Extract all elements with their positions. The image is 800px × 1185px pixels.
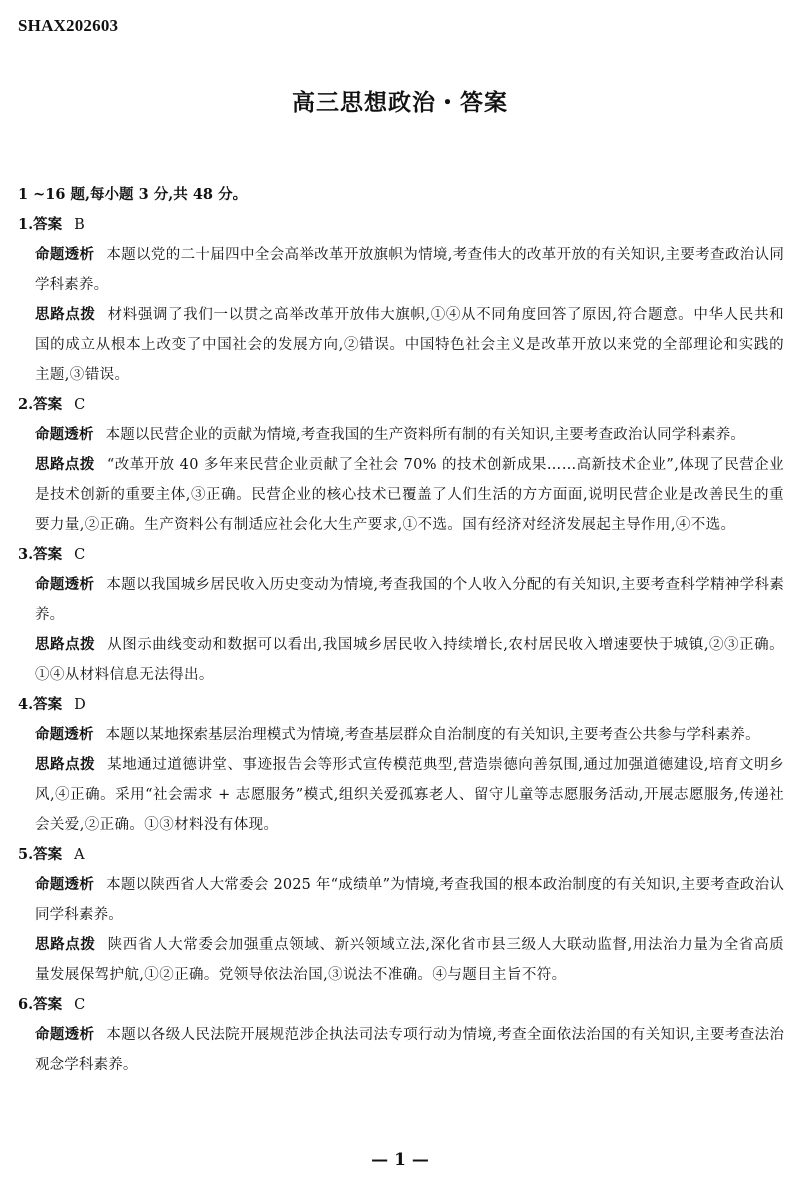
- question-number: 2.: [18, 396, 34, 413]
- hint-label: 思路点拨: [35, 456, 95, 473]
- analysis-paragraph: [18, 240, 784, 300]
- hint-text: 材料强调了我们一以贯之高举改革开放伟大旗帜,①④从不同角度回答了原因,符合题意。中华人民共和国的成立从根本上改变了中国社会的发展方向,②错误。中国特色社会主义是改革开放以来党的全部理论和实践的主题,③错误。: [35, 307, 784, 383]
- analysis-text: 本题以某地探索基层治理模式为情境,考查基层群众自治制度的有关知识,主要考查公共参与学科素养。: [105, 727, 760, 743]
- answer-value: C: [74, 997, 86, 1013]
- document-code: SHAX202603: [18, 16, 119, 35]
- answer-label: 答案: [33, 696, 63, 713]
- question-number: 1.: [18, 216, 34, 233]
- hint-label: 思路点拨: [35, 756, 96, 773]
- analysis-paragraph: [18, 720, 784, 750]
- answer-content: [18, 180, 784, 1080]
- answer-label: 答案: [33, 396, 63, 413]
- answer-value: D: [74, 697, 86, 713]
- answer-label: 答案: [33, 546, 63, 563]
- section-intro: 1 ~16 题,每小题 3 分,共 48 分。: [18, 186, 248, 203]
- hint-label: 思路点拨: [35, 306, 96, 323]
- analysis-paragraph: [18, 570, 784, 630]
- analysis-paragraph: [18, 420, 784, 450]
- analysis-label: 命题透析: [35, 726, 94, 743]
- analysis-text: 本题以陕西省人大常委会 2025 年“成绩单”为情境,考查我国的根本政治制度的有关知识,主要考查政治认同学科素养。: [35, 877, 784, 923]
- analysis-text: 本题以各级人民法院开展规范涉企执法司法专项行动为情境,考查全面依法治国的有关知识,主要考查法治观念学科素养。: [35, 1027, 784, 1073]
- analysis-label: 命题透析: [35, 876, 95, 893]
- analysis-text: 本题以我国城乡居民收入历史变动为情境,考查我国的个人收入分配的有关知识,主要考查科学精神学科素养。: [35, 577, 784, 623]
- answer-value: B: [74, 217, 85, 233]
- analysis-label: 命题透析: [35, 576, 95, 593]
- analysis-text: 本题以党的二十届四中全会高举改革开放旗帜为情境,考查伟大的改革开放的有关知识,主要考查政治认同学科素养。: [35, 247, 784, 293]
- question-answer-line: [18, 390, 784, 420]
- question-number: 4.: [18, 696, 34, 713]
- analysis-paragraph: [18, 870, 784, 930]
- hint-paragraph: [18, 300, 784, 390]
- hint-paragraph: [18, 930, 784, 990]
- page-number: — 1 —: [371, 1150, 429, 1170]
- hint-paragraph: [18, 630, 784, 690]
- answer-label: 答案: [33, 216, 63, 233]
- hint-paragraph: [18, 450, 784, 540]
- analysis-text: 本题以民营企业的贡献为情境,考查我国的生产资料所有制的有关知识,主要考查政治认同学科素养。: [105, 427, 746, 443]
- question-answer-line: [18, 210, 784, 240]
- question-list: [18, 210, 784, 1080]
- question-number: 6.: [18, 996, 34, 1013]
- answer-label: 答案: [33, 846, 63, 863]
- hint-paragraph: [18, 750, 784, 840]
- question-answer-line: [18, 540, 784, 570]
- question-answer-line: [18, 990, 784, 1020]
- analysis-label: 命题透析: [35, 246, 95, 263]
- hint-text: 陕西省人大常委会加强重点领域、新兴领域立法,深化省市县三级人大联动监督,用法治力量为全省高质量发展保驾护航,①②正确。党领导依法治国,③说法不准确。④与题目主旨不符。: [35, 937, 784, 983]
- hint-text: “改革开放 40 多年来民营企业贡献了全社会 70% 的技术创新成果……高新技术企业”,体现了民营企业是技术创新的重要主体,③正确。民营企业的核心技术已覆盖了人们生活的方方面面,说明民营企业是改善民生的重要力量,②正确。生产资料公有制适应社会化大生产要求,①不选。国有经济对经济发展起主导作用,④不选。: [35, 457, 784, 533]
- question-number: 5.: [18, 846, 34, 863]
- answer-value: C: [74, 547, 86, 563]
- answer-label: 答案: [33, 996, 63, 1013]
- question-number: 3.: [18, 546, 34, 563]
- analysis-label: 命题透析: [35, 1026, 95, 1043]
- answer-value: A: [74, 847, 85, 863]
- hint-label: 思路点拨: [35, 936, 96, 953]
- page-title: 高三思想政治・答案: [292, 90, 508, 116]
- answer-value: C: [74, 397, 86, 413]
- question-answer-line: [18, 690, 784, 720]
- analysis-paragraph: [18, 1020, 784, 1080]
- hint-text: 从图示曲线变动和数据可以看出,我国城乡居民收入持续增长,农村居民收入增速要快于城镇,②③正确。①④从材料信息无法得出。: [35, 637, 785, 683]
- hint-label: 思路点拨: [35, 636, 96, 653]
- hint-text: 某地通过道德讲堂、事迹报告会等形式宣传模范典型,营造崇德向善氛围,通过加强道德建设,培育文明乡风,④正确。采用“社会需求 + 志愿服务”模式,组织关爱孤寡老人、留守儿童等志愿服务活动,开展志愿服务,传递社会关爱,②正确。①③材料没有体现。: [35, 757, 785, 833]
- analysis-label: 命题透析: [35, 426, 94, 443]
- question-answer-line: [18, 840, 784, 870]
